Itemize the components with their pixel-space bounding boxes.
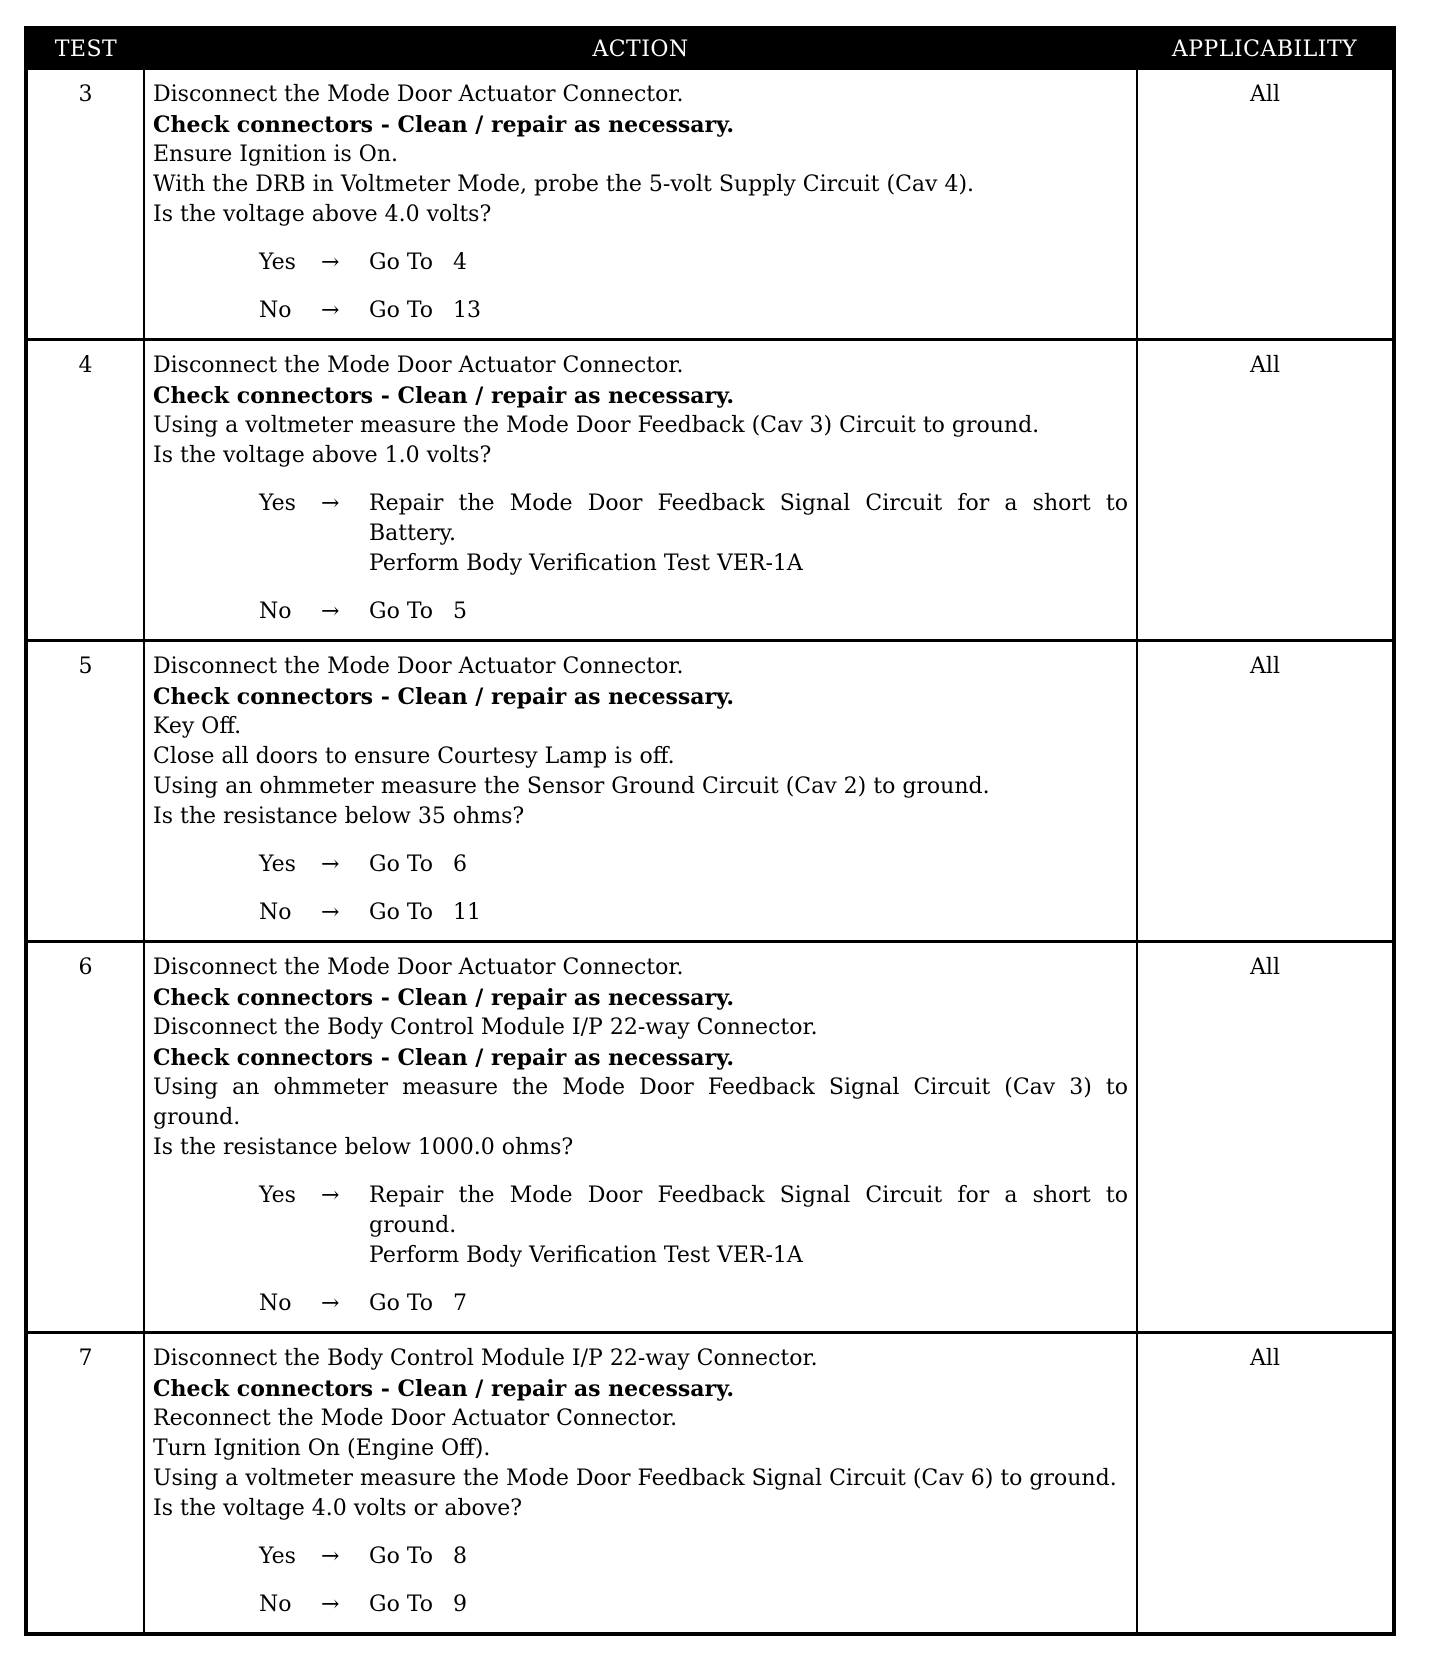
action-cell <box>144 1333 1137 1635</box>
result-line: Perform Body Verification Test VER-1A <box>369 551 803 576</box>
diagnostic-table <box>24 26 1396 1636</box>
applicability-value: All <box>1137 1333 1394 1635</box>
no-result <box>369 1590 1128 1620</box>
action-cell <box>144 942 1137 1333</box>
no-answer <box>259 1289 1128 1319</box>
table-body <box>26 69 1394 1634</box>
instruction-line: Is the voltage above 4.0 volts? <box>153 202 492 227</box>
test-number: 5 <box>26 641 144 942</box>
right-arrow-icon: → <box>321 1592 340 1617</box>
answers <box>153 248 1128 326</box>
yes-answer <box>259 850 1128 880</box>
yes-result <box>369 489 1128 579</box>
instruction-line: Disconnect the Mode Door Actuator Connector. <box>153 82 684 107</box>
no-answer <box>259 296 1128 326</box>
no-answer <box>259 1590 1128 1620</box>
no-result <box>369 898 1128 928</box>
yes-label: Yes <box>259 1544 296 1569</box>
yes-answer <box>259 1181 1128 1271</box>
table-header-row <box>26 28 1394 69</box>
yes-label: Yes <box>259 1183 296 1208</box>
goto-test-number: 9 <box>453 1592 468 1617</box>
instruction-line: With the DRB in Voltmeter Mode, probe the 5-volt Supply Circuit (Cav 4). <box>153 172 975 197</box>
header-action: ACTION <box>144 28 1137 69</box>
applicability-value: All <box>1137 69 1394 340</box>
test-number: 3 <box>26 69 144 340</box>
goto-label: Go To <box>369 599 434 624</box>
goto-label: Go To <box>369 298 434 323</box>
goto-test-number: 6 <box>453 852 468 877</box>
yes-label: Yes <box>259 250 296 275</box>
goto-label: Go To <box>369 852 434 877</box>
instruction-line: Disconnect the Mode Door Actuator Connector. <box>153 955 684 980</box>
yes-answer <box>259 489 1128 579</box>
instruction-bold: Check connectors - Clean / repair as necessary. <box>153 985 735 1011</box>
yes-result <box>369 248 1128 278</box>
instruction-line: Using an ohmmeter measure the Mode Door Feedback Signal Circuit (Cav 3) to ground. <box>153 1075 1128 1130</box>
applicability-value: All <box>1137 641 1394 942</box>
instruction-bold: Check connectors - Clean / repair as necessary. <box>153 1045 735 1071</box>
answers <box>153 489 1128 627</box>
goto-test-number: 8 <box>453 1544 468 1569</box>
table-row <box>26 340 1394 641</box>
goto-label: Go To <box>369 1291 434 1316</box>
no-result <box>369 1289 1128 1319</box>
no-label: No <box>259 298 292 323</box>
goto-test-number: 13 <box>453 298 482 323</box>
answers <box>153 1181 1128 1319</box>
no-label: No <box>259 1592 292 1617</box>
goto-label: Go To <box>369 900 434 925</box>
instruction-line: Disconnect the Mode Door Actuator Connector. <box>153 353 684 378</box>
goto-test-number: 5 <box>453 599 468 624</box>
right-arrow-icon: → <box>321 1183 340 1208</box>
answers <box>153 850 1128 928</box>
test-number: 4 <box>26 340 144 641</box>
goto-label: Go To <box>369 1544 434 1569</box>
table-row <box>26 641 1394 942</box>
action-cell <box>144 69 1137 340</box>
right-arrow-icon: → <box>321 1291 340 1316</box>
no-answer <box>259 597 1128 627</box>
goto-label: Go To <box>369 250 434 275</box>
yes-result <box>369 850 1128 880</box>
result-line: Repair the Mode Door Feedback Signal Circuit for a short to Battery. <box>369 491 1128 546</box>
instruction-bold: Check connectors - Clean / repair as necessary. <box>153 1376 735 1402</box>
instruction-line: Close all doors to ensure Courtesy Lamp is off. <box>153 744 675 769</box>
no-result <box>369 296 1128 326</box>
applicability-value: All <box>1137 942 1394 1333</box>
instruction-line: Is the resistance below 1000.0 ohms? <box>153 1135 574 1160</box>
instruction-line: Disconnect the Body Control Module I/P 22-way Connector. <box>153 1346 818 1371</box>
applicability-value: All <box>1137 340 1394 641</box>
test-number: 7 <box>26 1333 144 1635</box>
yes-answer <box>259 1542 1128 1572</box>
instruction-bold: Check connectors - Clean / repair as necessary. <box>153 383 735 409</box>
instruction-line: Is the resistance below 35 ohms? <box>153 804 525 829</box>
instruction-line: Turn Ignition On (Engine Off). <box>153 1436 491 1461</box>
table-row <box>26 69 1394 340</box>
no-answer <box>259 898 1128 928</box>
test-number: 6 <box>26 942 144 1333</box>
right-arrow-icon: → <box>321 900 340 925</box>
right-arrow-icon: → <box>321 250 340 275</box>
action-cell <box>144 340 1137 641</box>
yes-result <box>369 1181 1128 1271</box>
right-arrow-icon: → <box>321 852 340 877</box>
table-row <box>26 942 1394 1333</box>
instruction-bold: Check connectors - Clean / repair as necessary. <box>153 112 735 138</box>
yes-label: Yes <box>259 491 296 516</box>
no-label: No <box>259 1291 292 1316</box>
table-row <box>26 1333 1394 1635</box>
instruction-line: Key Off. <box>153 714 242 739</box>
instruction-line: Using an ohmmeter measure the Sensor Ground Circuit (Cav 2) to ground. <box>153 774 990 799</box>
instruction-line: Reconnect the Mode Door Actuator Connector. <box>153 1406 678 1431</box>
result-line: Repair the Mode Door Feedback Signal Circuit for a short to ground. <box>369 1183 1128 1238</box>
yes-answer <box>259 248 1128 278</box>
goto-test-number: 7 <box>453 1291 468 1316</box>
right-arrow-icon: → <box>321 1544 340 1569</box>
yes-result <box>369 1542 1128 1572</box>
no-label: No <box>259 599 292 624</box>
instruction-line: Disconnect the Body Control Module I/P 22-way Connector. <box>153 1015 818 1040</box>
goto-test-number: 11 <box>453 900 482 925</box>
instruction-line: Using a voltmeter measure the Mode Door Feedback Signal Circuit (Cav 6) to ground. <box>153 1466 1117 1491</box>
result-line: Perform Body Verification Test VER-1A <box>369 1243 803 1268</box>
header-applicability: APPLICABILITY <box>1137 28 1394 69</box>
instruction-line: Using a voltmeter measure the Mode Door Feedback (Cav 3) Circuit to ground. <box>153 413 1040 438</box>
action-cell <box>144 641 1137 942</box>
header-test: TEST <box>26 28 144 69</box>
yes-label: Yes <box>259 852 296 877</box>
answers <box>153 1542 1128 1620</box>
right-arrow-icon: → <box>321 491 340 516</box>
instruction-line: Is the voltage 4.0 volts or above? <box>153 1496 523 1521</box>
goto-label: Go To <box>369 1592 434 1617</box>
right-arrow-icon: → <box>321 599 340 624</box>
instruction-line: Ensure Ignition is On. <box>153 142 398 167</box>
no-label: No <box>259 900 292 925</box>
instruction-line: Disconnect the Mode Door Actuator Connector. <box>153 654 684 679</box>
right-arrow-icon: → <box>321 298 340 323</box>
goto-test-number: 4 <box>453 250 468 275</box>
no-result <box>369 597 1128 627</box>
instruction-line: Is the voltage above 1.0 volts? <box>153 443 492 468</box>
instruction-bold: Check connectors - Clean / repair as necessary. <box>153 684 735 710</box>
